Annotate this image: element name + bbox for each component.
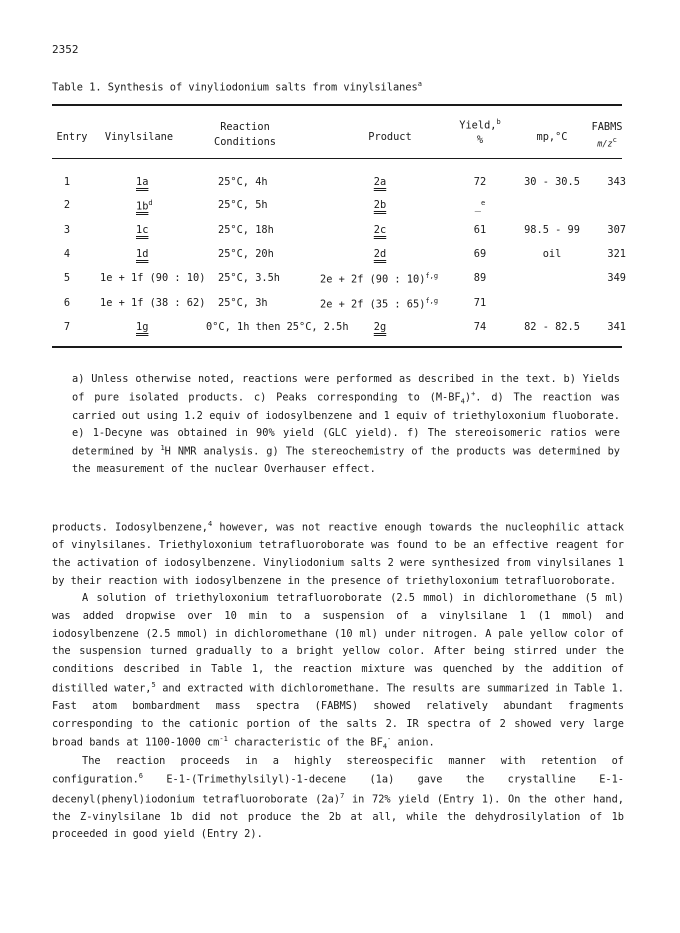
cell-fabms: 343 (607, 176, 626, 188)
table-footnotes: a) Unless otherwise noted, reactions were performed as described in the text. b) Yields of pure isolated products. c) Peaks corresponding to $(M-BF_4)^+$. d) The reaction was carried out using 1.2 equiv of iodosylbenzene and 1 equiv of triethyloxonium fluoborate. e) 1-Decyne was obtained in 90% yield (GLC yield). f) The stereoisomeric ratios were determined by $^1$H NMR analysis. g) The stereochemistry of the products was determined by the measurement of the nuclear Overhauser effect. (72, 373, 621, 475)
cell-product: 2e + 2f (35 : 65)$^{f,g}$ (320, 297, 439, 311)
cell-entry: 2 (63, 199, 71, 211)
table-header-rule (52, 158, 622, 159)
header-product: Product (368, 131, 412, 143)
header-conditions-line2: Conditions (214, 135, 276, 148)
table-bottom-rule (52, 346, 622, 348)
paragraph: A solution of triethyloxonium tetrafluoroborate (2.5 mmol) in dichloromethane (5 ml) was added dropwise over 10 min to a suspension of a vinylsilane 1 (1 mmol) and iodosylbenzene (2.5 mmol) in dichloromethane (10 ml) under nitrogen. A pale yellow color of the suspension turned gradually to a bright yellow color. After being stirred under the conditions described in Table 1, the reaction mixture was quenched by the addition of distilled water,$^5$ and extracted with dichloromethane. The results are summarized in Table 1. Fast atom bombardment mass spectra (FABMS) showed relatively abundant fragments corresponding to the cationic portion of the salts 2. IR spectra of 2 showed very large broad bands at 1100-1000 $cm^{-1}$ characteristic of the $BF_4^-$ anion. (52, 592, 624, 751)
paragraph: products. Iodosylbenzene,$^4$ however, was not reactive enough towards the nucleophilic attack of vinylsilanes. Triethyloxonium tetrafluoroborate was found to be an effective reagent for the activation of iodosylbenzene. Vinyliodonium salts 2 were synthesized from vinylsilanes 1 by their reaction with iodosylbenzene in the presence of triethyloxonium tetrafluoroborate. (52, 520, 624, 587)
cell-product: 2a (373, 176, 387, 188)
cell-conditions: 25°C, 3h (218, 297, 268, 309)
header-vinylsilane: Vinylsilane (104, 131, 174, 143)
table-row (0, 199, 680, 215)
cell-product: 2c (373, 224, 387, 236)
cell-conditions: 25°C, 5h (218, 199, 268, 211)
table-row (0, 297, 680, 313)
header-yield-line2: % (476, 134, 484, 147)
reference-mark: 5 (151, 680, 156, 689)
cell-vinylsilane: 1e + 1f (90 : 10) (100, 272, 206, 284)
cell-fabms: 341 (607, 321, 626, 333)
table-caption-text: Table 1. Synthesis of vinyliodonium salts from vinylsilanes (52, 81, 418, 94)
table-row (0, 176, 680, 192)
cell-product: 2g (373, 321, 387, 333)
cell-mp: 82 - 82.5 (524, 321, 580, 333)
cell-entry: 5 (63, 272, 71, 284)
cell-fabms: 307 (607, 224, 626, 236)
cell-yield: _$^e$ (474, 199, 486, 213)
cell-vinylsilane: 1c (136, 224, 149, 236)
header-fabms-line2: $m/z^c$ (597, 135, 617, 150)
cell-fabms: 321 (607, 248, 626, 260)
cell-vinylsilane: $1b^d$ (136, 199, 153, 213)
header-fabms (584, 120, 630, 151)
table-top-rule (52, 104, 622, 106)
cell-entry: 7 (63, 321, 71, 333)
cell-yield: 71 (473, 297, 487, 309)
cell-product: 2d (373, 248, 387, 260)
body-text (52, 518, 624, 844)
cell-entry: 4 (63, 248, 71, 260)
cell-product: 2b (373, 199, 387, 211)
cell-yield: 69 (473, 248, 487, 260)
table-row (0, 224, 680, 240)
reference-mark: 6 (138, 772, 144, 781)
cell-vinylsilane: 1g (136, 321, 149, 333)
cell-vinylsilane: 1d (136, 248, 149, 260)
header-conditions-line1: Reaction (220, 121, 270, 133)
cell-product: 2e + 2f (90 : 10)$^{f,g}$ (320, 272, 439, 286)
cell-fabms: 349 (607, 272, 626, 284)
cell-mp: 30 - 30.5 (524, 176, 580, 188)
yield-footnote-mark: e (480, 199, 486, 207)
cell-entry: 6 (63, 297, 71, 309)
yield-footnote-mark: b (496, 118, 501, 126)
cell-conditions: 25°C, 4h (218, 176, 268, 188)
header-entry: Entry (56, 131, 88, 143)
product-footnote-mark: f,g (425, 297, 439, 305)
cell-vinylsilane: 1e + 1f (38 : 62) (100, 297, 206, 309)
vinylsilane-footnote-mark: d (148, 199, 153, 207)
header-yield-line1: Yield,$^b$ (459, 118, 501, 132)
fabms-footnote-mark: c (612, 135, 617, 144)
cell-yield: 74 (473, 321, 487, 333)
header-yield (455, 117, 505, 148)
cell-conditions: 0°C, 1h then 25°C, 2.5h (206, 321, 349, 333)
cell-mp: oil (542, 248, 562, 260)
cell-conditions: 25°C, 18h (218, 224, 274, 236)
cell-yield: 89 (473, 272, 487, 284)
cell-entry: 1 (63, 176, 71, 188)
cell-yield: 61 (473, 224, 487, 236)
header-fabms-line1: FABMS (591, 121, 623, 133)
cell-conditions: 25°C, 3.5h (218, 272, 280, 284)
cell-mp: 98.5 - 99 (524, 224, 580, 236)
paragraph: The reaction proceeds in a highly stereospecific manner with retention of configuration.$^6$ E-1-(Trimethylsilyl)-1-decene (1a) gave the crystalline E-1-decenyl(phenyl)iodonium tetrafluoroborate $(2a)^7$ in 72% yield (Entry 1). On the other hand, the Z-vinylsilane 1b did not produce the 2b at all, while the dehydrosilylation of 1b proceeded in good yield (Entry 2). (52, 754, 624, 841)
table-caption (52, 80, 422, 94)
cell-vinylsilane: 1a (136, 176, 149, 188)
table-row (0, 321, 680, 337)
cell-entry: 3 (63, 224, 71, 236)
header-mp: mp,°C (536, 131, 568, 143)
reference-mark: 4 (207, 520, 213, 528)
cell-yield: 72 (473, 176, 487, 188)
header-conditions (210, 120, 280, 150)
product-footnote-mark: f,g (425, 272, 439, 280)
table-row (0, 248, 680, 264)
cell-conditions: 25°C, 20h (218, 248, 274, 260)
table-row (0, 272, 680, 288)
page-number: 2352 (52, 43, 79, 56)
reference-mark: 7 (340, 791, 345, 800)
caption-footnote-mark: a (417, 80, 422, 88)
